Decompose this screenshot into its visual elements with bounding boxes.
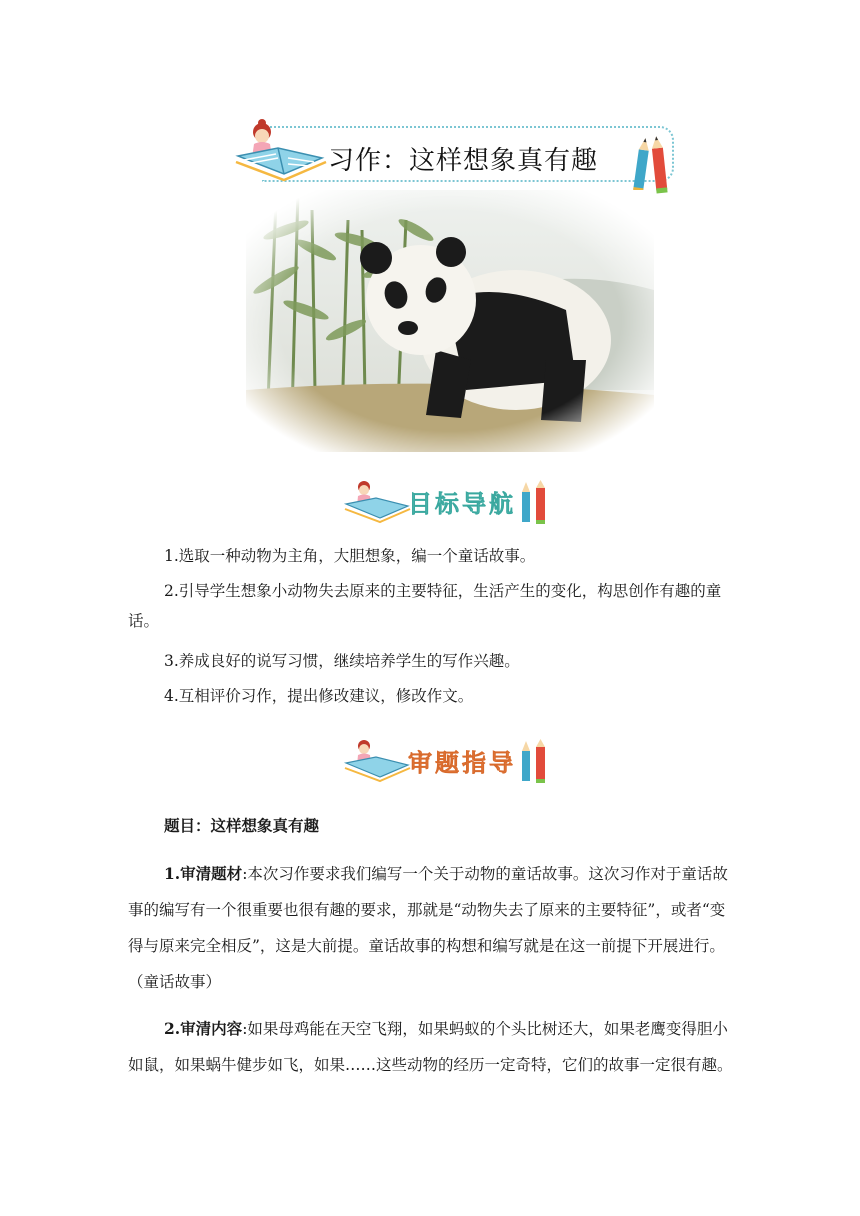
goal-item: 1.选取一种动物为主角，大胆想象，编一个童话故事。 bbox=[164, 547, 536, 565]
goal-item: 2.引导学生想象小动物失去原来的主要特征，生活产生的变化，构思创作有趣的童话。 bbox=[128, 582, 722, 630]
section-header-guide bbox=[342, 737, 562, 785]
goal-item: 3.养成良好的说写习惯，继续培养学生的写作兴趣。 bbox=[164, 652, 520, 670]
goal-item: 4.互相评价习作，提出修改建议，修改作文。 bbox=[164, 687, 474, 705]
panda-photo bbox=[246, 190, 654, 452]
page-title: 习作：这样想象真有趣 bbox=[328, 146, 599, 176]
pencils-icon bbox=[516, 739, 552, 785]
guide-point bbox=[128, 856, 734, 1000]
guide-point-label: 2.审清内容 bbox=[164, 1019, 243, 1038]
guide-point-text: :如果母鸡能在天空飞翔，如果蚂蚁的个头比树还大，如果老鹰变得胆小如鼠，如果蜗牛健步如飞，如果……这些动物的经历一定奇特，它们的故事一定很有趣。 bbox=[128, 1020, 733, 1074]
section-header-goals bbox=[342, 478, 562, 526]
guide-point-text: :本次习作要求我们编写一个关于动物的童话故事。这次习作对于童话故事的编写有一个很重要也很有趣的要求，那就是“动物失去了原来的主要特征”，或者“变得与原来完全相反”，这是大前提。童话故事的构想和编写就是在这一前提下开展进行。（童话故事） bbox=[128, 865, 728, 991]
title-banner bbox=[232, 118, 682, 198]
guide-point-label: 1.审清题材 bbox=[164, 864, 243, 883]
girl-reading-book-icon bbox=[232, 118, 328, 188]
guide-point bbox=[128, 1011, 734, 1083]
girl-reading-book-icon bbox=[342, 478, 412, 524]
guide-heading: 审题指导 bbox=[408, 749, 516, 777]
goals-heading: 目标导航 bbox=[408, 490, 516, 518]
pencils-icon bbox=[516, 480, 552, 526]
topic-line: 题目：这样想象真有趣 bbox=[164, 816, 320, 835]
girl-reading-book-icon bbox=[342, 737, 412, 783]
pencils-icon bbox=[628, 136, 676, 198]
